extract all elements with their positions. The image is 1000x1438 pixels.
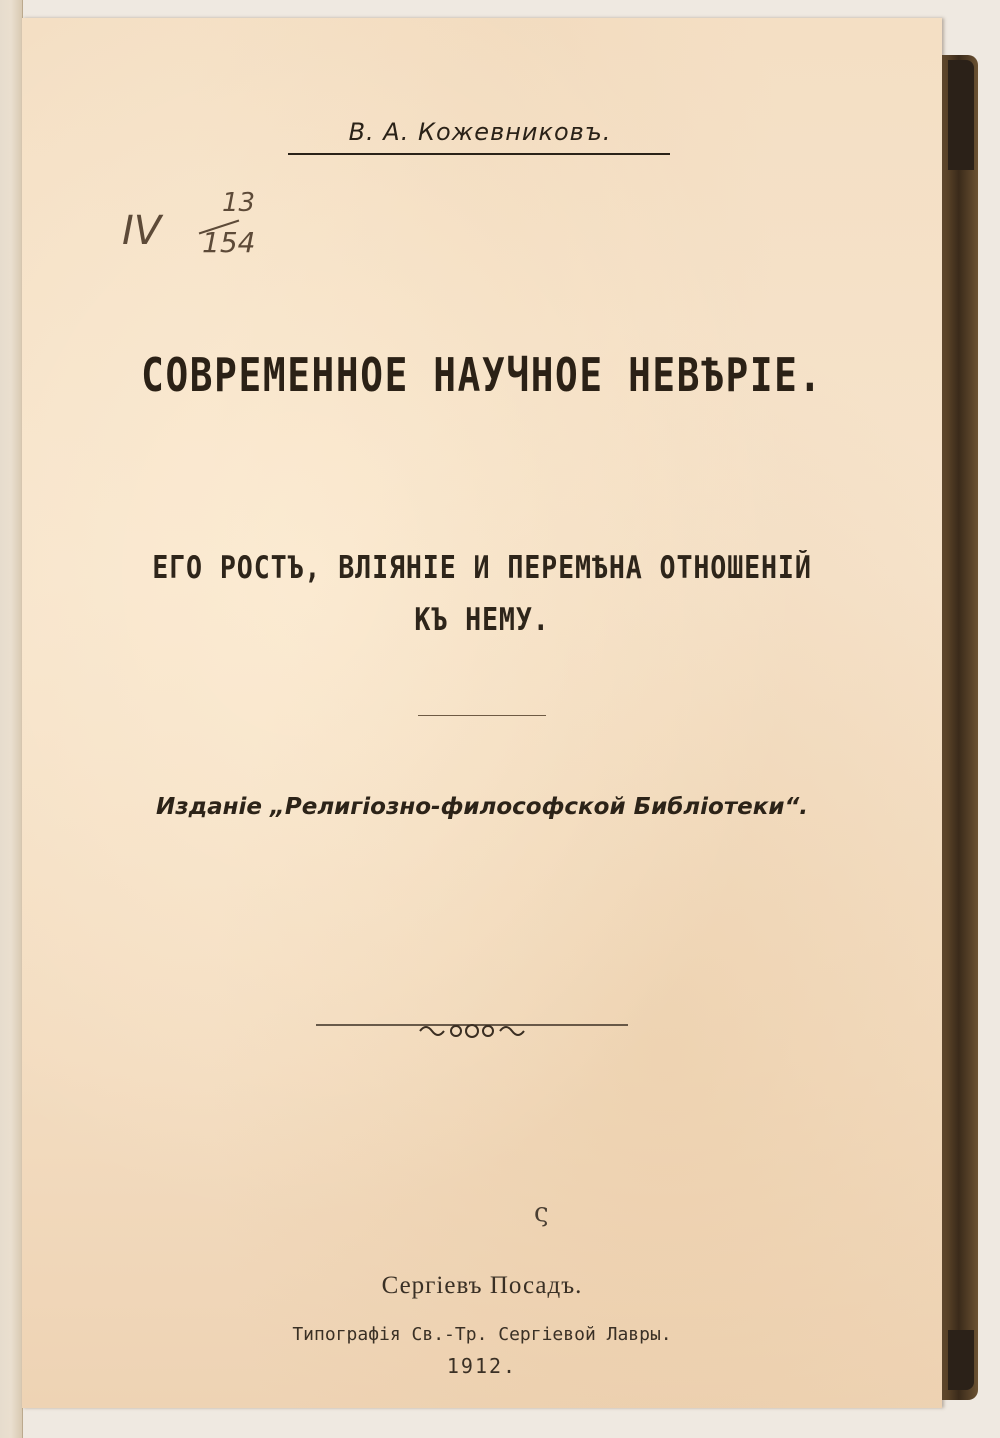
publication-year: 1912. [446,1354,518,1378]
author-underline [288,153,670,155]
stray-mark: ς [534,1198,549,1228]
printer-name: Типографія Св.-Тр. Сергіевой Лавры. [292,1324,672,1345]
book-title: СОВРЕМЕННОЕ НАУЧНОЕ НЕВѢРІЕ. [141,348,823,402]
publication-city: Сергіевъ Посадъ. [381,1272,583,1299]
divider-rule [418,715,546,716]
handwritten-shelf-mark [122,188,322,278]
publisher-series: Изданіе „Религіозно-философской Библіотеки“. [155,794,809,820]
shelf-mark-roman: IV [122,208,162,254]
subtitle-line-2: КЪ НЕМУ. [414,602,550,638]
spine-binding-top [948,60,974,170]
left-page-edge [0,0,23,1438]
ornament-divider [316,1013,628,1043]
shelf-mark-numerator: 13 [222,188,256,218]
subtitle-line-1: ЕГО РОСТЪ, ВЛІЯНІЕ И ПЕРЕМѢНА ОТНОШЕНІЙ [152,550,812,586]
spine-binding-bottom [948,1330,974,1390]
author-name: В. А. Кожевниковъ. [348,118,612,146]
shelf-mark-denominator: 154 [202,226,256,259]
title-page [22,18,942,1408]
